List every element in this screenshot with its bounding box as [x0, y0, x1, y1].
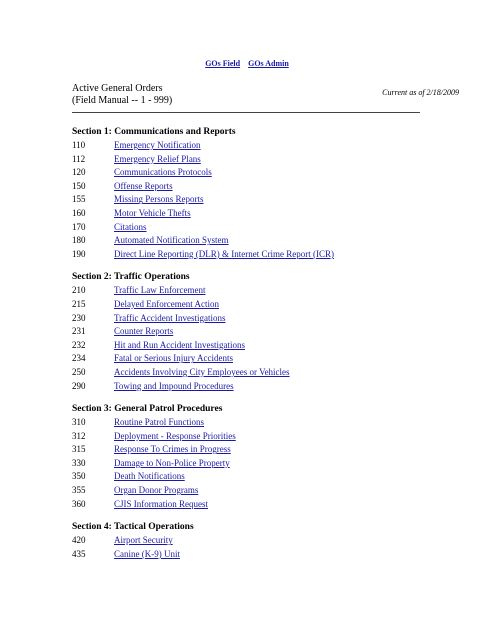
order-row — [72, 416, 472, 430]
order-link[interactable]: Delayed Enforcement Action — [114, 298, 219, 309]
order-number: 315 — [72, 444, 86, 455]
order-row — [72, 153, 472, 167]
order-link[interactable]: Hit and Run Accident Investigations — [114, 339, 245, 350]
order-number: 210 — [72, 285, 86, 296]
order-link[interactable]: Emergency Notification — [114, 140, 201, 150]
order-link[interactable]: Death Notifications — [114, 471, 185, 482]
order-number: 360 — [72, 498, 86, 509]
order-row — [72, 325, 472, 339]
order-link[interactable]: Response To Crimes in Progress — [114, 444, 231, 455]
section-title: Section 2: Traffic Operations — [72, 272, 190, 283]
order-link[interactable]: Airport Security — [114, 535, 173, 546]
order-link[interactable]: CJIS Information Request — [114, 498, 208, 509]
order-number: 312 — [72, 430, 86, 441]
gos-admin-link[interactable]: GOs Admin — [248, 59, 289, 68]
order-number: 350 — [72, 471, 86, 482]
order-link[interactable]: Communications Protocols — [114, 167, 212, 178]
gos-field-link[interactable]: GOs Field — [205, 59, 241, 68]
order-link[interactable]: Organ Donor Programs — [114, 485, 199, 496]
order-row — [72, 193, 472, 207]
order-number: 120 — [72, 167, 86, 178]
order-row — [72, 339, 472, 353]
order-row — [72, 548, 472, 562]
order-number: 232 — [72, 339, 86, 350]
section-title: Section 4: Tactical Operations — [72, 522, 194, 533]
order-link[interactable]: Deployment - Response Priorities — [114, 430, 236, 441]
order-number: 215 — [72, 298, 86, 309]
title-line-2: (Field Manual -- 1 - 999) — [72, 95, 173, 106]
order-number: 150 — [72, 180, 86, 191]
order-row — [72, 380, 472, 394]
order-row — [72, 284, 472, 298]
order-number: 310 — [72, 417, 86, 428]
order-row — [72, 180, 472, 194]
order-link[interactable]: Towing and Impound Procedures — [114, 380, 234, 391]
order-number: 231 — [72, 326, 86, 337]
order-row — [72, 366, 472, 380]
order-number: 330 — [72, 457, 86, 468]
order-link[interactable]: Traffic Accident Investigations — [114, 312, 226, 323]
order-number: 420 — [72, 535, 86, 546]
order-number: 435 — [72, 548, 86, 559]
order-row — [72, 352, 472, 366]
order-link[interactable]: Emergency Relief Plans — [114, 153, 201, 164]
order-row — [72, 139, 472, 153]
title-line-1: Active General Orders — [72, 83, 163, 94]
order-number: 112 — [72, 153, 86, 164]
order-number: 160 — [72, 207, 86, 218]
order-link[interactable]: Motor Vehicle Thefts — [114, 207, 191, 218]
order-number: 230 — [72, 312, 86, 323]
order-row — [72, 248, 472, 262]
order-link[interactable]: Canine (K-9) Unit — [114, 548, 180, 559]
current-as-of: Current as of 2/18/2009 — [382, 88, 459, 97]
order-row — [72, 457, 472, 471]
order-number: 250 — [72, 366, 86, 377]
order-link[interactable]: Fatal or Serious Injury Accidents — [114, 353, 233, 364]
order-link[interactable]: Automated Notification System — [114, 235, 229, 246]
top-nav — [0, 59, 494, 68]
order-row — [72, 484, 472, 498]
order-number: 234 — [72, 353, 86, 364]
order-link[interactable]: Damage to Non-Police Property — [114, 457, 230, 468]
order-link[interactable]: Accidents Involving City Employees or Vehicles — [114, 366, 290, 377]
order-row — [72, 166, 472, 180]
order-row — [72, 430, 472, 444]
order-link[interactable]: Direct Line Reporting (DLR) & Internet Crime Report (ICR) — [114, 248, 334, 259]
order-number: 170 — [72, 221, 86, 232]
header-divider — [72, 112, 420, 113]
order-number: 110 — [72, 140, 86, 150]
order-row — [72, 534, 472, 548]
orders-list — [72, 125, 472, 561]
order-number: 190 — [72, 248, 86, 259]
order-link[interactable]: Offense Reports — [114, 180, 173, 191]
order-row — [72, 443, 472, 457]
order-row — [72, 298, 472, 312]
order-row — [72, 234, 472, 248]
section-title: Section 1: Communications and Reports — [72, 127, 236, 137]
order-number: 355 — [72, 485, 86, 496]
order-link[interactable]: Citations — [114, 221, 147, 232]
section-title: Section 3: General Patrol Procedures — [72, 404, 223, 415]
order-link[interactable]: Counter Reports — [114, 326, 174, 337]
order-row — [72, 470, 472, 484]
page-title — [72, 83, 172, 107]
order-row — [72, 498, 472, 512]
order-number: 180 — [72, 235, 86, 246]
order-row — [72, 312, 472, 326]
order-link[interactable]: Traffic Law Enforcement — [114, 285, 206, 296]
order-row — [72, 221, 472, 235]
order-number: 155 — [72, 194, 86, 205]
order-number: 290 — [72, 380, 86, 391]
order-link[interactable]: Routine Patrol Functions — [114, 417, 204, 428]
order-row — [72, 207, 472, 221]
order-link[interactable]: Missing Persons Reports — [114, 194, 204, 205]
